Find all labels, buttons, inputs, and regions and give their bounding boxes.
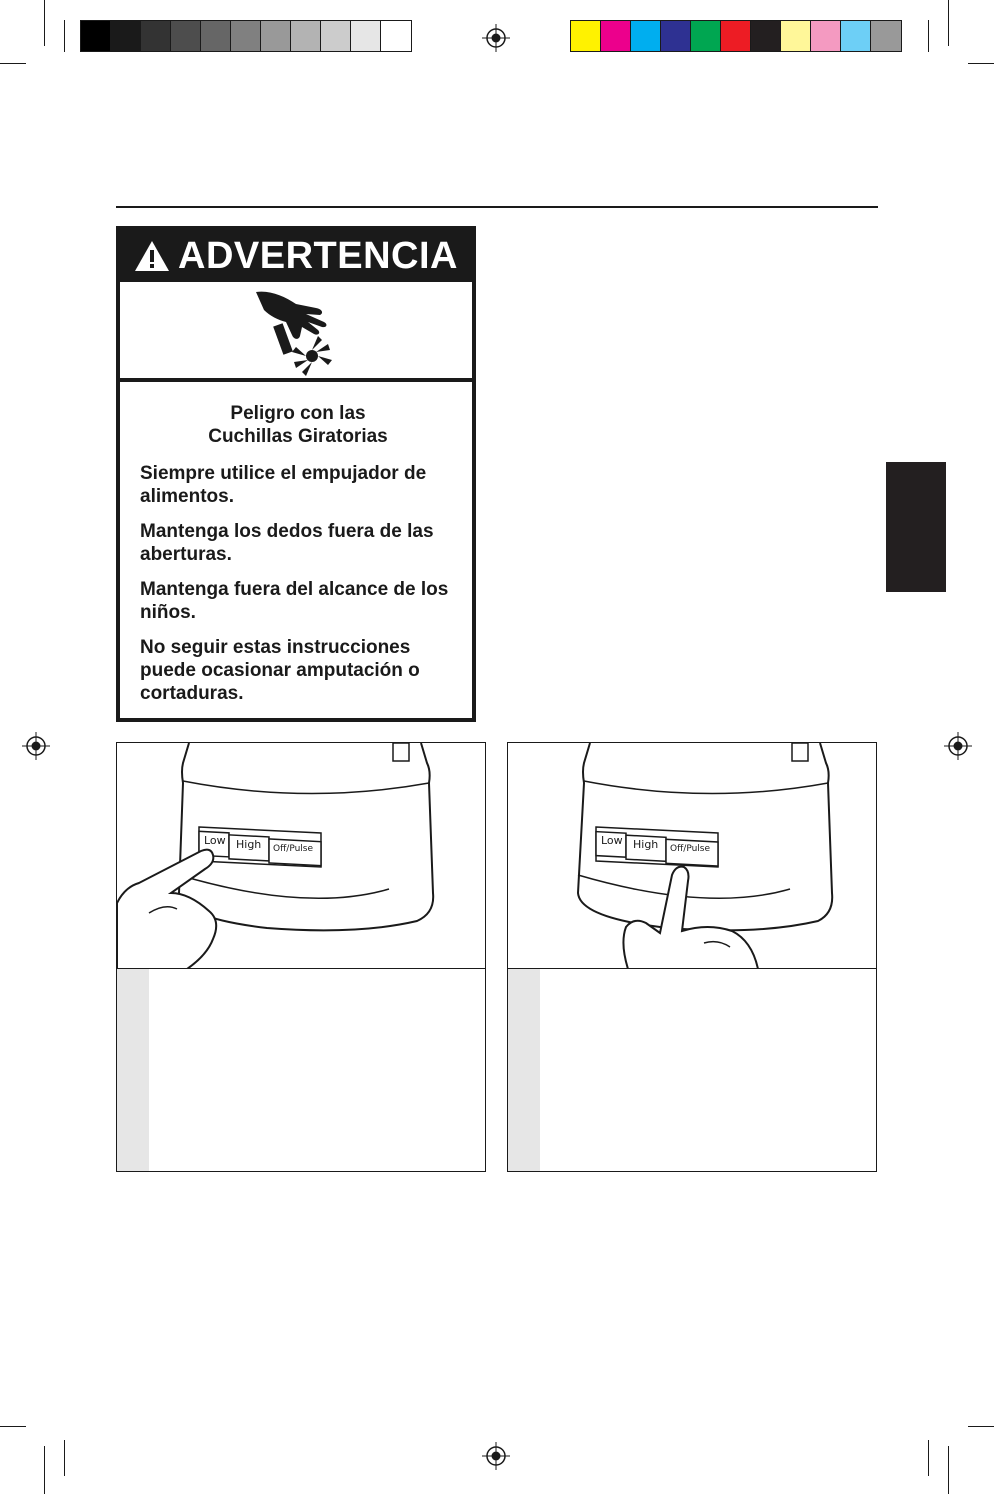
off-pulse-button-label: Off/Pulse (273, 844, 314, 854)
hand-blade-hazard-icon (120, 282, 472, 378)
hazard-pictogram (120, 282, 472, 382)
color-swatch (811, 21, 841, 51)
header-rule (116, 206, 878, 208)
color-swatch (871, 21, 901, 51)
registration-mark-icon (22, 732, 50, 760)
warning-title: ADVERTENCIA (178, 234, 458, 277)
step-panel-off-pulse (507, 742, 877, 1172)
crop-mark (928, 1440, 929, 1476)
color-swatch (261, 21, 291, 51)
low-button-illustration (117, 743, 485, 969)
warning-paragraph: Siempre utilice el empujador de alimentos. (140, 463, 427, 507)
warning-header (120, 230, 472, 282)
color-swatch (81, 21, 111, 51)
color-swatch (321, 21, 351, 51)
warning-subheading-line2: Cuchillas Giratorias (208, 426, 388, 447)
section-tab (886, 462, 946, 592)
grayscale-color-bar (80, 20, 412, 52)
process-color-bar (570, 20, 902, 52)
crop-mark (44, 1446, 45, 1494)
color-swatch (381, 21, 411, 51)
off-pulse-button-label: Off/Pulse (670, 844, 711, 854)
warning-subheading (140, 402, 456, 448)
color-swatch (571, 21, 601, 51)
warning-paragraph: Mantenga fuera del alcance de los niños. (140, 579, 449, 623)
color-swatch (721, 21, 751, 51)
crop-mark (968, 1426, 994, 1427)
low-button-label: Low (601, 834, 623, 847)
crop-mark (0, 1426, 26, 1427)
warning-paragraph: No seguir estas instrucciones puede ocasionar amputación o cortaduras. (140, 637, 420, 704)
crop-mark (968, 63, 994, 64)
off-pulse-button-illustration (508, 743, 876, 969)
registration-mark-icon (482, 1442, 510, 1470)
warning-box (116, 226, 476, 722)
color-swatch (601, 21, 631, 51)
color-swatch (661, 21, 691, 51)
crop-mark (948, 0, 949, 46)
crop-mark (0, 63, 26, 64)
crop-mark (64, 20, 65, 52)
warning-subheading-line1: Peligro con las (230, 403, 366, 424)
color-swatch (351, 21, 381, 51)
color-swatch (841, 21, 871, 51)
crop-mark (928, 20, 929, 52)
color-swatch (231, 21, 261, 51)
color-swatch (141, 21, 171, 51)
high-button-label: High (633, 838, 659, 851)
color-swatch (171, 21, 201, 51)
color-swatch (631, 21, 661, 51)
step-number-strip (117, 969, 149, 1171)
step-number-strip (508, 969, 540, 1171)
warning-triangle-icon (134, 240, 170, 272)
color-swatch (201, 21, 231, 51)
color-swatch (291, 21, 321, 51)
step-panel-low (116, 742, 486, 1172)
warning-paragraph: Mantenga los dedos fuera de las aberturas. (140, 521, 434, 565)
warning-text (140, 402, 456, 717)
color-swatch (751, 21, 781, 51)
crop-mark (44, 0, 45, 46)
high-button-label: High (236, 838, 262, 851)
color-swatch (691, 21, 721, 51)
crop-mark (948, 1446, 949, 1494)
low-button-label: Low (204, 834, 226, 847)
crop-mark (64, 1440, 65, 1476)
registration-mark-icon (944, 732, 972, 760)
color-swatch (781, 21, 811, 51)
registration-mark-icon (482, 24, 510, 52)
color-swatch (111, 21, 141, 51)
